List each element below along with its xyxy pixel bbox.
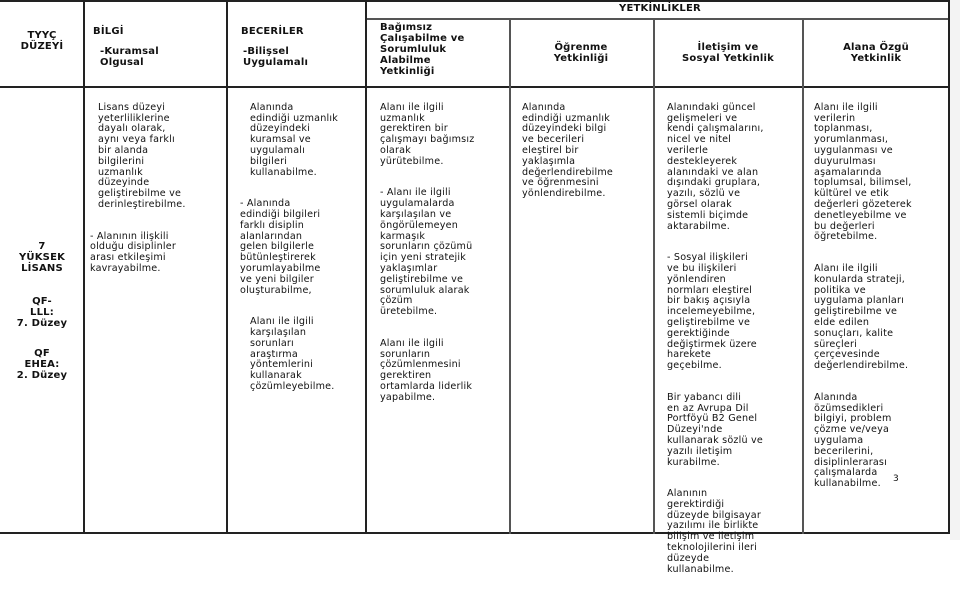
beceriler-subheader: -Bilişsel Uygulamalı bbox=[243, 46, 309, 68]
bilgi-paragraph: - Alanının ilişkili olduğu disiplinler arası etkileşimi kavrayabilme. bbox=[90, 230, 176, 274]
beceriler-column bbox=[240, 92, 364, 528]
col-divider-3 bbox=[365, 0, 367, 534]
subheader-iletisim: İletişim ve Sosyal Yetkinlik bbox=[682, 42, 774, 64]
slide-edge bbox=[950, 0, 960, 540]
bilgi-column bbox=[90, 92, 224, 528]
alana-ozgu-column bbox=[814, 92, 947, 528]
col-divider-6 bbox=[802, 18, 804, 534]
alana-ozgu-paragraph: Alanı ile ilgili konularda strateji, politika ve uygulama planları geliştirebilme ve elde edilen sonuçları, kalite süreçleri çerçevesinde değerlendirebilme. bbox=[814, 262, 909, 372]
bagimsiz-column bbox=[380, 92, 508, 528]
subheader-bagimsiz: Bağımsız Çalışabilme ve Sorumluluk Alabilme Yetkinliği bbox=[380, 22, 465, 77]
ogrenme-column bbox=[522, 92, 652, 528]
alana-ozgu-paragraph: Alanında özümsedikleri bilgiyi, problem çözme ve/veya uygulama becerilerini, disiplinlerarası çalışmalarda kullanabilme. bbox=[814, 391, 892, 490]
bagimsiz-paragraph: - Alanı ile ilgili uygulamalarda karşılaşılan ve öngörülemeyen karmaşık sorunların çözümü için yeni stratejik yaklaşımlar geliştirebilme ve sorumluluk alarak çözüm üretebilme. bbox=[380, 187, 473, 318]
iletisim-paragraph: Alanının gerektirdiği düzeyde bilgisayar yazılımı ile birlikte bilişim ve iletişim teknolojilerini ileri düzeyde kullanabilme. bbox=[667, 488, 761, 575]
beceriler-paragraph: Alanı ile ilgili karşılaşılan sorunları araştırma yöntemlerini kullanarak çözümleyebilme. bbox=[250, 316, 335, 392]
col-divider-1 bbox=[83, 0, 85, 534]
level-qf-lll: QF- LLL: 7. Düzey bbox=[16, 296, 68, 329]
level-header: TYYÇ DÜZEYİ bbox=[20, 30, 64, 52]
iletisim-paragraph: Bir yabancı dili en az Avrupa Dil Portföyü B2 Genel Düzeyi'nde kullanarak sözlü ve yazılı iletişim kurabilme. bbox=[667, 391, 764, 468]
yetkinlikler-header: YETKİNLİKLER bbox=[619, 3, 701, 14]
ogrenme-paragraph: Alanında edindiği uzmanlık düzeyindeki bilgi ve becerileri eleştirel bir yaklaşımla değerlendirebilme ve öğrenmesini yönlendirebilme. bbox=[522, 101, 614, 200]
beceriler-paragraph: - Alanında edindiği bilgileri farklı disiplin alanlarından gelen bilgilerle bütünleştirerek yorumlayabilme ve yeni bilgiler oluşturabilme, bbox=[240, 198, 321, 296]
subheader-ogrenme: Öğrenme Yetkinliği bbox=[553, 42, 609, 64]
iletisim-paragraph: Alanındaki güncel gelişmeleri ve kendi çalışmalarını, nicel ve nitel verilerle destekleyerek alanındaki ve alan dışındaki gruplara, yazılı, sözlü ve görsel olarak sistemli biçimde aktarabilme. bbox=[667, 101, 764, 232]
col-divider-2 bbox=[226, 0, 228, 534]
bagimsiz-paragraph: Alanı ile ilgili sorunların çözümlenmesini gerektiren ortamlarda liderlik yapabilme. bbox=[380, 337, 473, 403]
col-divider-5 bbox=[653, 18, 655, 534]
col-divider-4 bbox=[509, 18, 511, 534]
bilgi-paragraph: Lisans düzeyi yeterliliklerine dayalı olarak, aynı veya farklı bir alanda bilgilerini uzmanlık düzeyinde geliştirebilme ve derinleştirebilme. bbox=[98, 101, 186, 210]
beceriler-header: BECERİLER bbox=[241, 26, 304, 37]
bagimsiz-paragraph: Alanı ile ilgili uzmanlık gerektiren bir çalışmayı bağımsız olarak yürütebilme. bbox=[380, 101, 475, 167]
level-name: 7 YÜKSEK LİSANS bbox=[18, 241, 66, 274]
page-number: 3 bbox=[893, 474, 899, 484]
subheader-alana-ozgu: Alana Özgü Yetkinlik bbox=[843, 42, 909, 64]
table-bottom-border bbox=[0, 532, 950, 534]
bilgi-header: BİLGİ bbox=[93, 26, 124, 37]
alana-ozgu-paragraph: Alanı ile ilgili verilerin toplanması, yorumlanması, uygulanması ve duyurulması aşamalarında toplumsal, bilimsel, kültürel ve etik değerleri gözeterek denetleyebilme ve bu değerleri öğretebilme. bbox=[814, 101, 912, 243]
yetkinlik-header-divider bbox=[365, 18, 950, 20]
beceriler-paragraph: Alanında edindiği uzmanlık düzeyindeki kuramsal ve uygulamalı bilgileri kullanabilme. bbox=[250, 101, 339, 178]
iletisim-paragraph: - Sosyal ilişkileri ve bu ilişkileri yönlendiren normları eleştirel bir bakış açısıyla incelemeyebilme, geliştirebilme ve gerektiğinde değiştirmek üzere harekete geçebilme. bbox=[667, 252, 757, 372]
iletisim-column bbox=[667, 92, 801, 575]
header-bottom-border bbox=[0, 86, 950, 88]
bilgi-subheader: -Kuramsal Olgusal bbox=[100, 46, 159, 68]
table-top-border bbox=[0, 0, 950, 2]
level-qf-ehea: QF EHEA: 2. Düzey bbox=[16, 348, 68, 381]
